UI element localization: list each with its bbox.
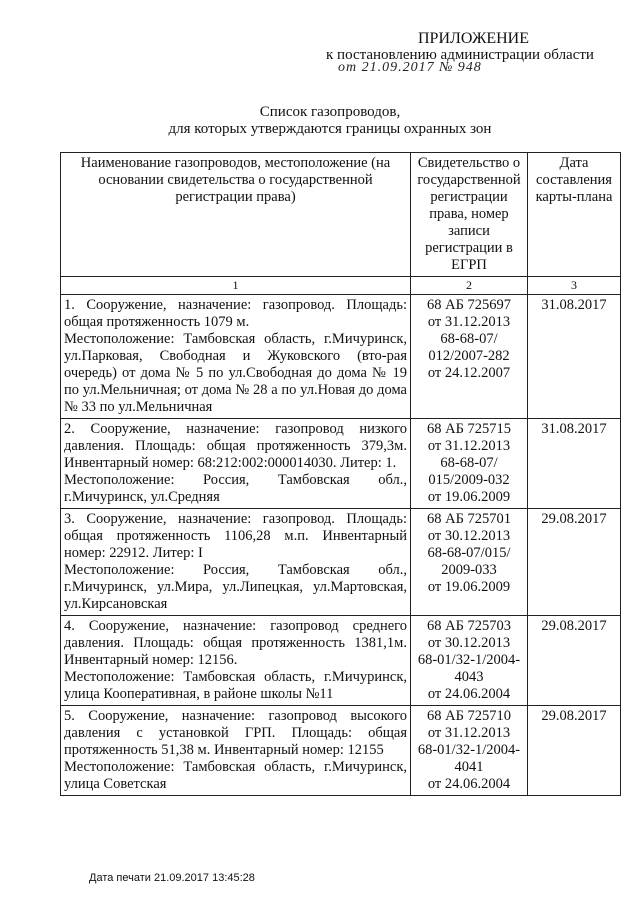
print-date: Дата печати 21.09.2017 13:45:28 bbox=[89, 872, 255, 884]
header-date: Дата составления карты-плана bbox=[528, 153, 621, 277]
map-plan-date-cell: 31.08.2017 bbox=[528, 419, 621, 509]
col-number-3: 3 bbox=[528, 277, 621, 295]
pipeline-description: 4. Сооружение, назначение: газопровод среднего давления. Площадь: общая протяженность 1381,1м. Инвентарный номер: 12156. bbox=[64, 618, 407, 668]
pipeline-description-cell bbox=[61, 295, 411, 419]
handwritten-resolution-number: от 21.09.2017 № 948 bbox=[338, 60, 482, 75]
pipeline-location: Местоположение: Россия, Тамбовская обл., г.Мичуринск, ул.Мира, ул.Липецкая, ул.Мартовская, ул.Кирсановская bbox=[64, 562, 407, 612]
pipeline-location: Местоположение: Россия, Тамбовская обл., г.Мичуринск, ул.Средняя bbox=[64, 472, 407, 505]
document-title-line2: для которых утверждаются границы охранных зон bbox=[168, 121, 492, 137]
map-plan-date-cell: 29.08.2017 bbox=[528, 616, 621, 706]
pipeline-description-cell bbox=[61, 509, 411, 616]
table-row bbox=[61, 419, 621, 509]
col-number-1: 1 bbox=[61, 277, 411, 295]
appendix-subtitle: к постановлению администрации области bbox=[326, 47, 594, 63]
header-certificate: Свидетельство о государственной регистрации права, номер записи регистрации в ЕГРП bbox=[411, 153, 528, 277]
document-title-line1: Список газопроводов, bbox=[259, 104, 401, 120]
map-plan-date-cell: 31.08.2017 bbox=[528, 295, 621, 419]
gas-pipelines-table bbox=[60, 152, 621, 796]
table-row bbox=[61, 616, 621, 706]
map-plan-date-cell: 29.08.2017 bbox=[528, 509, 621, 616]
pipeline-description: 1. Сооружение, назначение: газопровод. Площадь: общая протяженность 1079 м. bbox=[64, 297, 407, 330]
certificate-cell: 68 АБ 725715 от 31.12.2013 68-68-07/ 015/2009-032 от 19.06.2009 bbox=[411, 419, 528, 509]
appendix-title: ПРИЛОЖЕНИЕ bbox=[418, 30, 530, 47]
table-row bbox=[61, 509, 621, 616]
pipeline-description-cell bbox=[61, 419, 411, 509]
certificate-cell: 68 АБ 725701 от 30.12.2013 68-68-07/015/ 2009-033 от 19.06.2009 bbox=[411, 509, 528, 616]
table-header-row bbox=[61, 153, 621, 277]
col-number-2: 2 bbox=[411, 277, 528, 295]
certificate-cell: 68 АБ 725710 от 31.12.2013 68-01/32-1/2004- 4041 от 24.06.2004 bbox=[411, 706, 528, 796]
pipeline-location: Местоположение: Тамбовская область, г.Мичуринск, улица Кооперативная, в районе школы №11 bbox=[64, 669, 407, 702]
pipeline-location: Местоположение: Тамбовская область, г.Мичуринск, ул.Парковая, Свободная и Жуковского (вто-рая очередь) от дома № 5 по ул.Свободная до дома № 19 по ул.Мельничная; от дома № 28 а по ул.Новая до дома № 33 по ул.Мельничная bbox=[64, 331, 407, 415]
certificate-cell: 68 АБ 725697 от 31.12.2013 68-68-07/ 012/2007-282 от 24.12.2007 bbox=[411, 295, 528, 419]
pipeline-description-cell bbox=[61, 706, 411, 796]
pipeline-description: 2. Сооружение, назначение: газопровод низкого давления. Площадь: общая протяженность 379,3м. Инвентарный номер: 68:212:002:000014030. Литер: 1. bbox=[64, 421, 407, 471]
pipeline-description: 3. Сооружение, назначение: газопровод. Площадь: общая протяженность 1106,28 м.п. Инвентарный номер: 22912. Литер: I bbox=[64, 511, 407, 561]
certificate-cell: 68 АБ 725703 от 30.12.2013 68-01/32-1/2004- 4043 от 24.06.2004 bbox=[411, 616, 528, 706]
pipeline-description: 5. Сооружение, назначение: газопровод высокого давления с установкой ГРП. Площадь: общая протяженность 51,38 м. Инвентарный номер: 12155 bbox=[64, 708, 407, 758]
column-number-row bbox=[61, 277, 621, 295]
table-row bbox=[61, 706, 621, 796]
pipeline-description-cell bbox=[61, 616, 411, 706]
table-row bbox=[61, 295, 621, 419]
map-plan-date-cell: 29.08.2017 bbox=[528, 706, 621, 796]
header-name-location: Наименование газопроводов, местоположение (на основании свидетельства о государственной регистрации права) bbox=[61, 153, 411, 277]
pipeline-location: Местоположение: Тамбовская область, г.Мичуринск, улица Советская bbox=[64, 759, 407, 792]
